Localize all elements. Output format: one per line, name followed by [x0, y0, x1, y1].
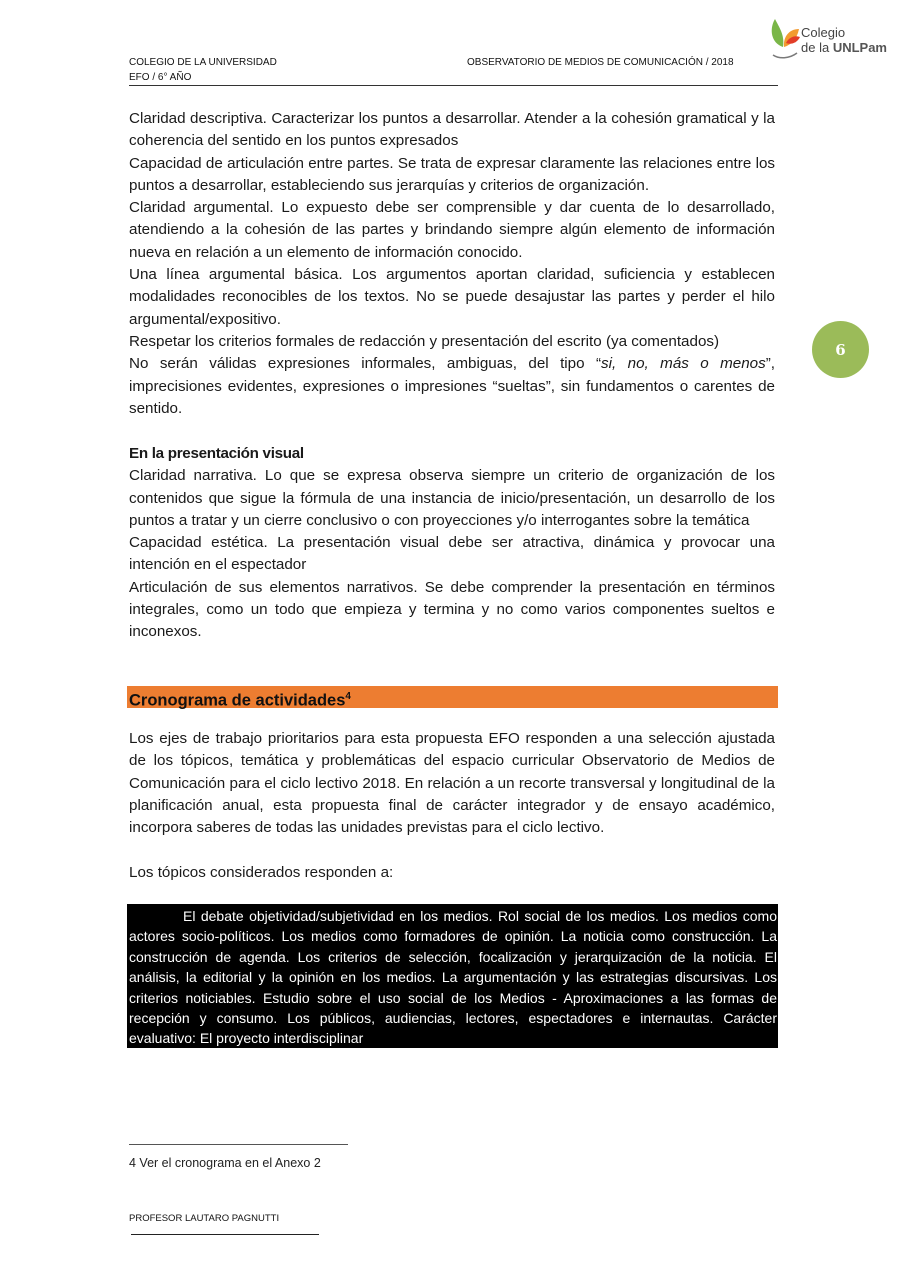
logo-line1: Colegio: [801, 25, 846, 40]
header-course: EFO / 6° AÑO: [129, 72, 192, 83]
paragraph: Claridad descriptiva. Caracterizar los puntos a desarrollar. Atender a la cohesión gramatical y la coherencia del sentido en los puntos expresados: [129, 110, 775, 150]
header-subject: OBSERVATORIO DE MEDIOS DE COMUNICACIÓN / 2018: [467, 57, 734, 68]
logo-swoosh: [773, 53, 797, 58]
cronograma-heading: [127, 686, 778, 708]
cronograma-body: [129, 728, 775, 839]
informal-paragraph: No serán válidas expresiones informales, ambiguas, del tipo “si, no, más o menos”, imprecisiones evidentes, expresiones o impresiones “sueltas”, sin fundamentos o carentes de sentido.: [129, 355, 776, 417]
heading-text: Cronograma de actividades: [129, 691, 346, 710]
footer-author: PROFESOR LAUTARO PAGNUTTI: [129, 1213, 280, 1224]
paragraph: Una línea argumental básica. Los argumentos aportan claridad, suficiencia y establecen modalidades reconocibles de los textos. No se puede desajustar las partes y perder el hilo argumental/expositivo.: [129, 266, 775, 328]
paragraph: Los ejes de trabajo prioritarios para esta propuesta EFO responden a una selección ajustada de los tópicos, temática y problemáticas del espacio curricular Observatorio de Medios de Comunicación para el ciclo lectivo 2018. En relación a un recorte transversal y longitudinal de la planificación anual, esta propuesta final de carácter integrador y de ensayo académico, incorpora saberes de todas las unidades previstas para el ciclo lectivo.: [129, 730, 775, 837]
paragraph: Claridad argumental. Lo expuesto debe ser comprensible y dar cuenta de lo desarrollado, atendiendo a la cohesión de las partes y brindando siempre algún elemento de información nueva en relación a un elemento de información conocido.: [129, 199, 775, 261]
footnote: 4 Ver el cronograma en el Anexo 2: [129, 1156, 321, 1170]
logo-line2: de la UNLPam: [801, 40, 887, 55]
paragraph: Los tópicos considerados responden a:: [129, 864, 394, 881]
header-left: [129, 55, 277, 85]
section-title: En la presentación visual: [129, 445, 304, 462]
paragraph: Claridad narrativa. Lo que se expresa observa siempre un criterio de organización de los contenidos que sigue la fórmula de una instancia de inicio/presentación, un desarrollo de los puntos a tratar y un cierre conclusivo o con proyecciones y/o interrogantes sobre la temática: [129, 467, 775, 529]
criteria-block: [129, 108, 775, 420]
paragraph: Articulación de sus elementos narrativos. Se debe comprender la presentación en términos integrales, como un todo que empieza y termina y no como varios componentes sueltos e inconexos.: [129, 578, 775, 641]
header-divider: [129, 85, 778, 86]
logo-brand: UNLPam: [832, 40, 887, 55]
topics-box: El debate objetividad/subjetividad en los medios. Rol social de los medios. Los medios como actores socio-políticos. Los medios como formadores de opinión. La noticia como construcción. La construcción de agenda. Los criterios de selección, focalización y jerarquización de la noticia. El análisis, la editorial y la opinión en los medios. La argumentación y las estrategias discursivas. Los criterios noticiables. Estudio sobre el uso social de los Medios - Aproximaciones a las formas de recepción y consumo. Los públicos, audiencias, lectores, espectadores e internautas. Carácter evaluativo: El proyecto interdisciplinar: [127, 904, 778, 1048]
footnote-ref[interactable]: 4: [345, 691, 351, 702]
leaf-logo-icon: [769, 17, 801, 61]
paragraph: Respetar los criterios formales de redacción y presentación del escrito (ya comentados): [129, 332, 720, 350]
topics-intro: [129, 862, 775, 884]
school-logo: [769, 17, 894, 61]
footnote-divider: [129, 1144, 348, 1145]
paragraph: Capacidad estética. La presentación visual debe ser atractiva, dinámica y provocar una intención en el espectador: [129, 534, 775, 574]
logo-text: [801, 25, 887, 55]
logo-leaf-green: [772, 19, 784, 47]
header-school: COLEGIO DE LA UNIVERSIDAD: [129, 57, 277, 68]
footer-divider: [131, 1234, 319, 1235]
informal-example: si, no, más o menos: [601, 355, 766, 373]
page-number-badge: 6: [812, 321, 869, 378]
visual-section: [129, 443, 775, 644]
paragraph: Capacidad de articulación entre partes. Se trata de expresar claramente las relaciones entre los puntos a desarrollar, estableciendo sus jerarquías y criterios de organización.: [129, 154, 775, 194]
